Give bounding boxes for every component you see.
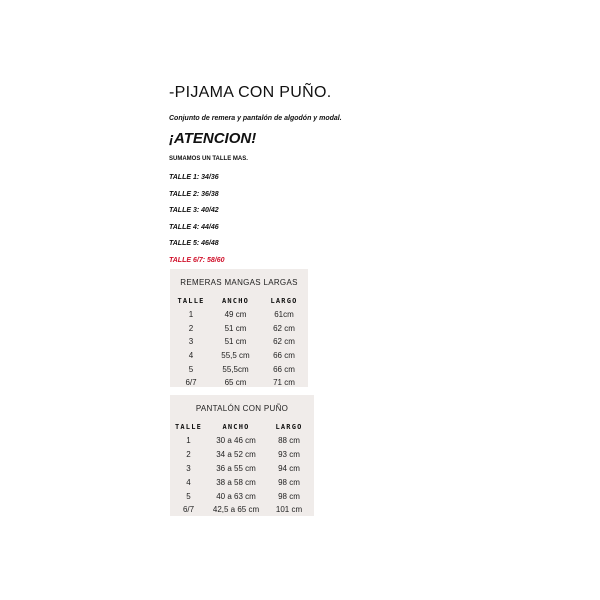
table-row [172, 462, 311, 476]
cell-talle: 5 [188, 364, 194, 374]
cell-largo: 66 cm [273, 351, 295, 361]
cell-talle: 1 [186, 436, 191, 446]
product-title: -PIJAMA CON PUÑO. [169, 84, 332, 101]
column-header-ancho: ANCHO [222, 422, 250, 431]
cell-largo: 98 cm [278, 491, 300, 501]
cell-ancho: 55,5 cm [221, 351, 250, 361]
table-row [174, 308, 305, 322]
pants-table-title: PANTALÓN CON PUÑO [195, 404, 289, 413]
cell-talle: 6/7 [182, 505, 195, 515]
pants-size-table-panel [170, 395, 314, 516]
cell-largo: 62 cm [273, 337, 295, 347]
size-item: TALLE 5: 46/48 [169, 240, 219, 247]
cell-largo: 62 cm [273, 323, 295, 333]
size-item: TALLE 3: 40/42 [169, 207, 219, 214]
cell-largo: 71 cm [273, 378, 295, 388]
column-header-ancho: ANCHO [221, 296, 250, 305]
table-row [174, 362, 305, 376]
cell-talle: 6/7 [185, 378, 197, 388]
table-header-row [172, 419, 311, 434]
size-item: TALLE 2: 36/38 [169, 190, 219, 198]
cell-ancho: 30 a 46 cm [216, 436, 256, 446]
size-list [169, 173, 225, 272]
size-item: TALLE 4: 44/46 [169, 223, 219, 231]
cell-largo: 88 cm [278, 436, 300, 446]
column-header-largo: LARGO [275, 422, 303, 431]
cell-talle: 2 [186, 450, 191, 460]
column-header-largo: LARGO [270, 296, 298, 305]
column-header-talle: TALLE [174, 422, 203, 431]
pants-size-table [172, 419, 311, 517]
cell-talle: 1 [188, 310, 194, 320]
table-row [172, 489, 311, 503]
cell-ancho: 51 cm [224, 337, 247, 347]
table-row [174, 376, 305, 390]
size-item: TALLE 1: 34/36 [169, 174, 219, 181]
shirt-size-table [174, 293, 305, 390]
size-item-new: TALLE 6/7: 58/60 [169, 256, 225, 264]
cell-ancho: 38 a 58 cm [216, 477, 256, 487]
attention-heading: ¡ATENCION! [169, 130, 257, 147]
cell-ancho: 36 a 55 cm [216, 463, 256, 473]
size-note: SUMAMOS UN TALLE MAS. [169, 156, 248, 162]
shirt-size-table-panel [170, 269, 308, 387]
shirt-table-title: REMERAS MANGAS LARGAS [180, 278, 298, 287]
table-row [174, 335, 305, 349]
cell-largo: 93 cm [278, 450, 300, 460]
table-row [172, 448, 311, 462]
cell-ancho: 49 cm [224, 310, 247, 320]
cell-talle: 4 [188, 351, 194, 361]
cell-ancho: 42,5 a 65 cm [212, 505, 260, 515]
product-description: Conjunto de remera y pantalón de algodón y modal. [169, 115, 342, 122]
cell-talle: 4 [186, 477, 191, 487]
cell-talle: 5 [186, 491, 191, 501]
column-header-talle: TALLE [177, 296, 205, 305]
table-row [172, 475, 311, 489]
table-header-row [174, 293, 305, 308]
table-row [172, 434, 311, 448]
cell-largo: 61cm [274, 310, 294, 320]
table-row [172, 503, 311, 517]
cell-ancho: 51 cm [224, 323, 247, 333]
cell-talle: 3 [188, 337, 194, 347]
cell-talle: 3 [186, 463, 191, 473]
table-row [174, 322, 305, 336]
cell-largo: 101 cm [275, 505, 303, 515]
cell-ancho: 34 a 52 cm [216, 450, 256, 460]
cell-ancho: 40 a 63 cm [216, 491, 256, 501]
cell-ancho: 55,5cm [222, 364, 249, 374]
cell-largo: 66 cm [273, 364, 295, 374]
cell-talle: 2 [188, 323, 194, 333]
table-row [174, 349, 305, 363]
cell-largo: 94 cm [278, 463, 300, 473]
cell-largo: 98 cm [278, 477, 300, 487]
cell-ancho: 65 cm [224, 378, 247, 388]
